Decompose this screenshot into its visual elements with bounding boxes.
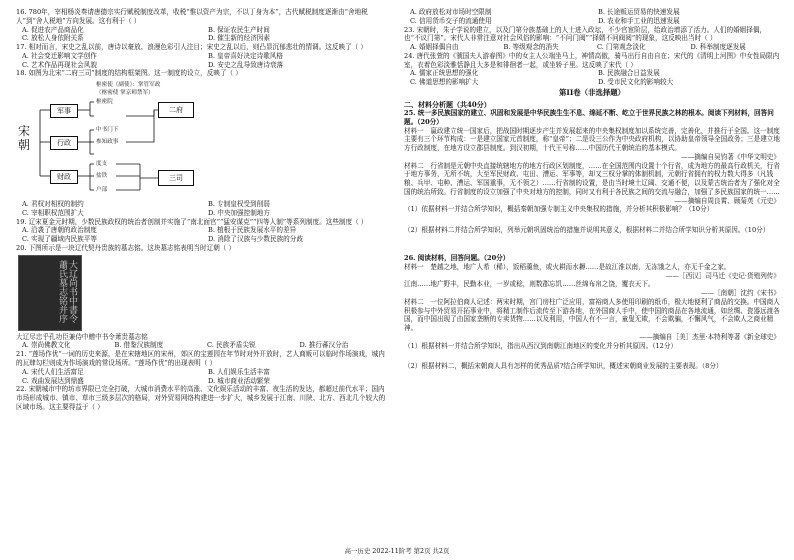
q17-option-d[interactable]: D. 安史之乱导致唐诗衰落	[208, 60, 284, 69]
diagram-box-admin: 行政	[50, 136, 78, 150]
epitaph-rubbing-text: 大辽尚书中書令蕭氏墓志铭并序	[57, 259, 77, 323]
q25-answer-space-1[interactable]	[404, 214, 780, 226]
diagram-box-erfu: 二府	[158, 102, 194, 118]
q22-option-a[interactable]: A. 政府放松对市场时空限制	[410, 8, 492, 16]
q17-option-b[interactable]: B. 皇帝喜好决定诗歌风格	[208, 51, 283, 60]
q24-option-a[interactable]: A. 儒家正统思想的强化	[410, 69, 479, 78]
diagram-canzhi: 参知政事	[96, 139, 119, 146]
q18-option-b[interactable]: B. 专制皇权受到削弱	[208, 200, 270, 209]
q17-stem: 17. 相对而言，宋史之乱以前，唐诗以豪放、浪漫色彩引人注目；宋史之乱以后，则凸显沉郁悲壮的情调。这反映了（ ）	[16, 43, 367, 52]
q24-option-d[interactable]: D. 受市民文化的影响较大	[598, 78, 674, 87]
q19-option-d[interactable]: D. 消除了汉族与少数民族的分歧	[208, 235, 303, 244]
diagram-box-military: 军事	[50, 104, 78, 118]
q17-option-c[interactable]: C. 艺术作品再现社会风貌	[22, 60, 97, 69]
q25-answer-space-2[interactable]	[404, 235, 780, 254]
left-column	[16, 8, 388, 412]
q18-stem: 18. 如图为北宋“二府三司”制度的结构框架图。这一制度的设立，反映了（ ）	[16, 69, 242, 78]
q26-material-1: 材料一 楚越之地，地广人希（稀），饭稻羹鱼，或火耕而水耨……是故江淮以南，无冻饿之人，亦无千金之家。	[404, 262, 731, 271]
page-footer: 高一历史 2022-11阶考 第2页 共2页	[344, 547, 450, 556]
q26-stem: 26. 阅读材料，回答问题。（20分）	[404, 253, 510, 262]
q18-options	[16, 200, 388, 218]
q19-options	[16, 226, 388, 244]
q22-option-d[interactable]: D. 农业和手工业的迅速发展	[598, 16, 680, 25]
q22-options	[404, 8, 780, 26]
diagram-shumi-note2: （枢密使 掌京师禁军）	[96, 90, 154, 97]
diagram-box-sansi: 三司	[158, 170, 194, 186]
q23-option-c[interactable]: C. 门第观念淡化	[597, 43, 646, 52]
q26-subquestion-2: （2）根据材料二，概括宋朝商人具有怎样的优秀品质?结合所学知识，概述宋朝商业发展的主要表现。（8分）	[404, 362, 723, 371]
q18-option-a[interactable]: A. 君权对相权的制约	[22, 200, 84, 209]
q19-stem: 19. 辽宋夏金元时期，少数民族政权的统治者创制并实施了“南北面官”“猛安谋克”“四等人制”等系列制度。这些制度（ ）	[16, 217, 368, 226]
q16-stem: 16. 780年，宰相杨炎奏请唐德宗实行赋税制度改革，收税“惟以资产为宗，不以丁身为本”，古代赋税制度逐渐由“舍地税人”到“舍人税地”方向发展。这有利于（ ）	[16, 8, 368, 25]
q26-subquestion-1: （1）根据材料一并结合所学知识，指出从西汉到南朝江南地区的变化并分析其原因。（12分）	[404, 341, 678, 350]
q21-option-a[interactable]: A. 宋代人们生活富足	[22, 367, 84, 376]
q18-option-d[interactable]: D. 中央加强控制地方	[208, 208, 270, 217]
q17-options	[16, 52, 388, 70]
q25-material-1-source: ——摘编自吴钧著《中华文明史》	[681, 152, 780, 161]
q26-material-1b-source: ——［南朝］沈约《宋书》	[700, 289, 780, 298]
diagram-shumi: 枢密院	[96, 99, 113, 106]
q20-options	[16, 341, 388, 350]
q25-material-2: 材料二 行省制是元朝中央直接统辖地方的地方行政区划制度，……在全国范围内设置十个行省，成为地方的最高行政机关，行省于地方事务，无所不统，大至军民财政、屯田、漕运、军事等，却又三权分掌的体制机制，元朝行省拥有的权力数大得多（凡钱粮、兵甲、屯种、漕运、军国重事，无不领之）……行省制的设置，是由当时境土辽阔、交通不便，以及蒙古统治者为了强化对全国的统治所致。行省制度的设立加强了中央对地方的控制，同时又有利于各民族之间的交流与融合，加强了多民族国家的统一……	[404, 161, 780, 196]
q20-option-c[interactable]: C. 民族矛盾尖锐	[207, 341, 256, 350]
q20-option-b[interactable]: B. 借鉴汉族制度	[114, 341, 164, 350]
diagram-duzhi: 度支	[96, 161, 108, 168]
diagram-hubu: 户部	[96, 187, 108, 194]
song-government-diagram	[18, 80, 218, 198]
q22-option-b[interactable]: B. 长途贩运贸易的快速发展	[598, 8, 680, 16]
q20-stem: 20. 下图所示是一块辽代契丹贵族的墓志铭。这块墓志铭表明当时辽朝（ ）	[16, 243, 236, 252]
q22-stem: 22. 宋朝城市中的坊市界限已完全打破，大城市消费水平的高涨、文化娱乐活动的丰富、夜生活的发达，都超过前代水平；国内市场形成城市、镇市、草市三级多层次的格局，对外贸易网络构建进一步扩大，城乡发展于江南、川陕、北方、西北几个较大的区域市场。这主要得益于（ ）	[16, 385, 386, 411]
q23-option-a[interactable]: A. 婚姻择偶自由	[410, 43, 459, 52]
q26-material-1-source: ——［西汉］司马迁《史记·货殖列传》	[665, 271, 780, 280]
q25-subquestion-2: （2）根据材料二并结合所学知识，列举元朝巩固统治的措施并说明其意义，根据材料二并结合所学知识分析其原因。（10分）	[404, 226, 770, 235]
q23-options	[404, 43, 780, 52]
q20-caption: 大辽尽忠乎孔功臣兼侍中赠中书令萧贵墓志铭	[16, 332, 148, 341]
diagram-song-label: 宋朝	[18, 124, 31, 153]
q16-option-d[interactable]: D. 催生新的经济因素	[208, 34, 270, 43]
q24-option-c[interactable]: C. 佛道思想的影响扩大	[410, 78, 479, 87]
q20-option-d[interactable]: D. 推行蕃汉分治	[299, 341, 349, 350]
right-column	[404, 8, 780, 371]
q26-material-2: 材料二 一位阿拉伯商人记述：两宋时期，宫门房柱广泛应用，富裕商人多使用印刷的纸币，极大地便利了商品的交换。中国商人积极参与中外贸易开拓事业中，将精工制作后流传至下游各地，在外国商人手中，使中国的商品在各地流通，如丝绸、瓷器远渡各国，而中国出现了由国家垄断的专卖货物……以及利用，中国人有不一言，童叟无欺，不会欺骗，不懈风气，不会欺人之商业精神。	[404, 297, 780, 333]
q17-option-a[interactable]: A. 社会变迁影响文学创作	[22, 51, 97, 60]
q20-option-a[interactable]: A. 崇尚佛教文化	[22, 341, 71, 350]
q25-material-1: 材料一 嬴政建立统一国家后，把战国时期逐步产生并发展起来的中央集权制度加以系统完善，完善化，并推行于全国。这一制度主要有三个环节构成：一是建立国家元首制度，称“皇帝”；二是设三公作为中央政府机构，以协助皇帝领导全国政务；三是建立地方行政制度，在地方设立郡县制度。到汉初期，十代王号称……中国历代王朝统治的基本模式。	[404, 126, 780, 153]
diagram-zhongshu: 中书门下	[96, 127, 119, 134]
section2-title: 二、材料分析题（共40分）	[404, 99, 491, 109]
q19-option-b[interactable]: B. 植根于民族发展水平的差异	[208, 226, 297, 235]
q21-option-b[interactable]: B. 人们娱乐生活丰富	[208, 367, 270, 376]
q19-option-a[interactable]: A. 沿袭了唐朝的政治制度	[22, 226, 97, 235]
part2-title: 第II卷（非选择题）	[558, 87, 626, 97]
q21-stem: 21. “莲场作优”一词的历史来源，是在宋辖地区的宋州，郊区的宝莲园在年节时对外开放时，艺人商贩可以临时作场演戏，城内的瓦肆勾栏则成为作场演戏的常设场所。“莲场作优”的出现表明（ ）	[16, 350, 385, 368]
q21-option-c[interactable]: C. 戏曲发展达到鼎盛	[22, 376, 84, 385]
diagram-box-finance: 财政	[50, 170, 78, 184]
q16-option-a[interactable]: A. 促进农产品商品化	[22, 25, 84, 34]
q22-option-c[interactable]: C. 信用货币交子的流通使用	[410, 16, 492, 25]
epitaph-rubbing-image	[18, 255, 82, 331]
q16-options	[16, 26, 388, 44]
q23-option-d[interactable]: D. 科举制度逐发展	[690, 43, 746, 52]
q25-material-2-source: ——摘编自周良霄、顾菊英《元史》	[674, 196, 780, 205]
q26-answer-space-1[interactable]	[404, 350, 780, 362]
diagram-shumi-note: 枢密使（副使）：掌管军政	[96, 82, 161, 89]
q26-material-2-source: ——摘编自［美］杰里·本特利等著《新全球史》	[639, 332, 780, 341]
q23-option-b[interactable]: B. 等级观念的消失	[503, 43, 559, 52]
q24-option-b[interactable]: B. 民族融合日益发展	[598, 69, 660, 78]
q16-option-c[interactable]: C. 放松人身依附关系	[22, 34, 84, 43]
diagram-yantie: 盐铁	[96, 173, 108, 180]
q24-stem: 24. 唐代张萱的《虢国夫人游春图》中的女主人公端坐马上，神情高傲，骑马出行自由自在；宋代的《清明上河图》中女性局限内室，衣着色彩淡雅恬静且大多是和徘徊者一起，或坐轿子里。这反映了宋代（ ）	[404, 51, 780, 69]
q25-stem: 25. 统一多民族国家的建立、巩固和发展是中华民族生生不息、绵延不断、屹立于世界民族之林的根本。阅读下列材料，回答问题。（20分）	[404, 109, 774, 126]
q16-option-b[interactable]: B. 保证农民生产时间	[208, 25, 270, 34]
q19-option-c[interactable]: C. 实现了疆域内民族平等	[22, 235, 97, 244]
q21-options	[16, 368, 388, 386]
q25-subquestion-1: （1）依据材料一并结合所学知识，概括秦朝加强专制主义中央集权的措施，并分析其积极影响？（10分）	[404, 205, 714, 214]
q18-option-c[interactable]: C. 宰相职权范围扩大	[22, 208, 84, 217]
q24-options	[404, 69, 780, 87]
q26-material-1b: 江南……地广野丰，民勤本业，一岁或稔，则数郡忘饥……丝绵布帛之饶，覆衣天下。	[404, 280, 655, 289]
q23-stem: 23. 宋朝时，朱子学说的建立，以及门第分族基础上的人士进入政坛，不少官宦阶层，给政治增添了活力。人们的婚姻择偶，也“不议门第”。宋代人非常注意对社会风俗的影响：“不问门阀”“择婿不问阀阅”的现象，这反映出当时（ ）	[404, 25, 767, 43]
q21-option-d[interactable]: D. 城市商业活动繁荣	[208, 376, 270, 385]
